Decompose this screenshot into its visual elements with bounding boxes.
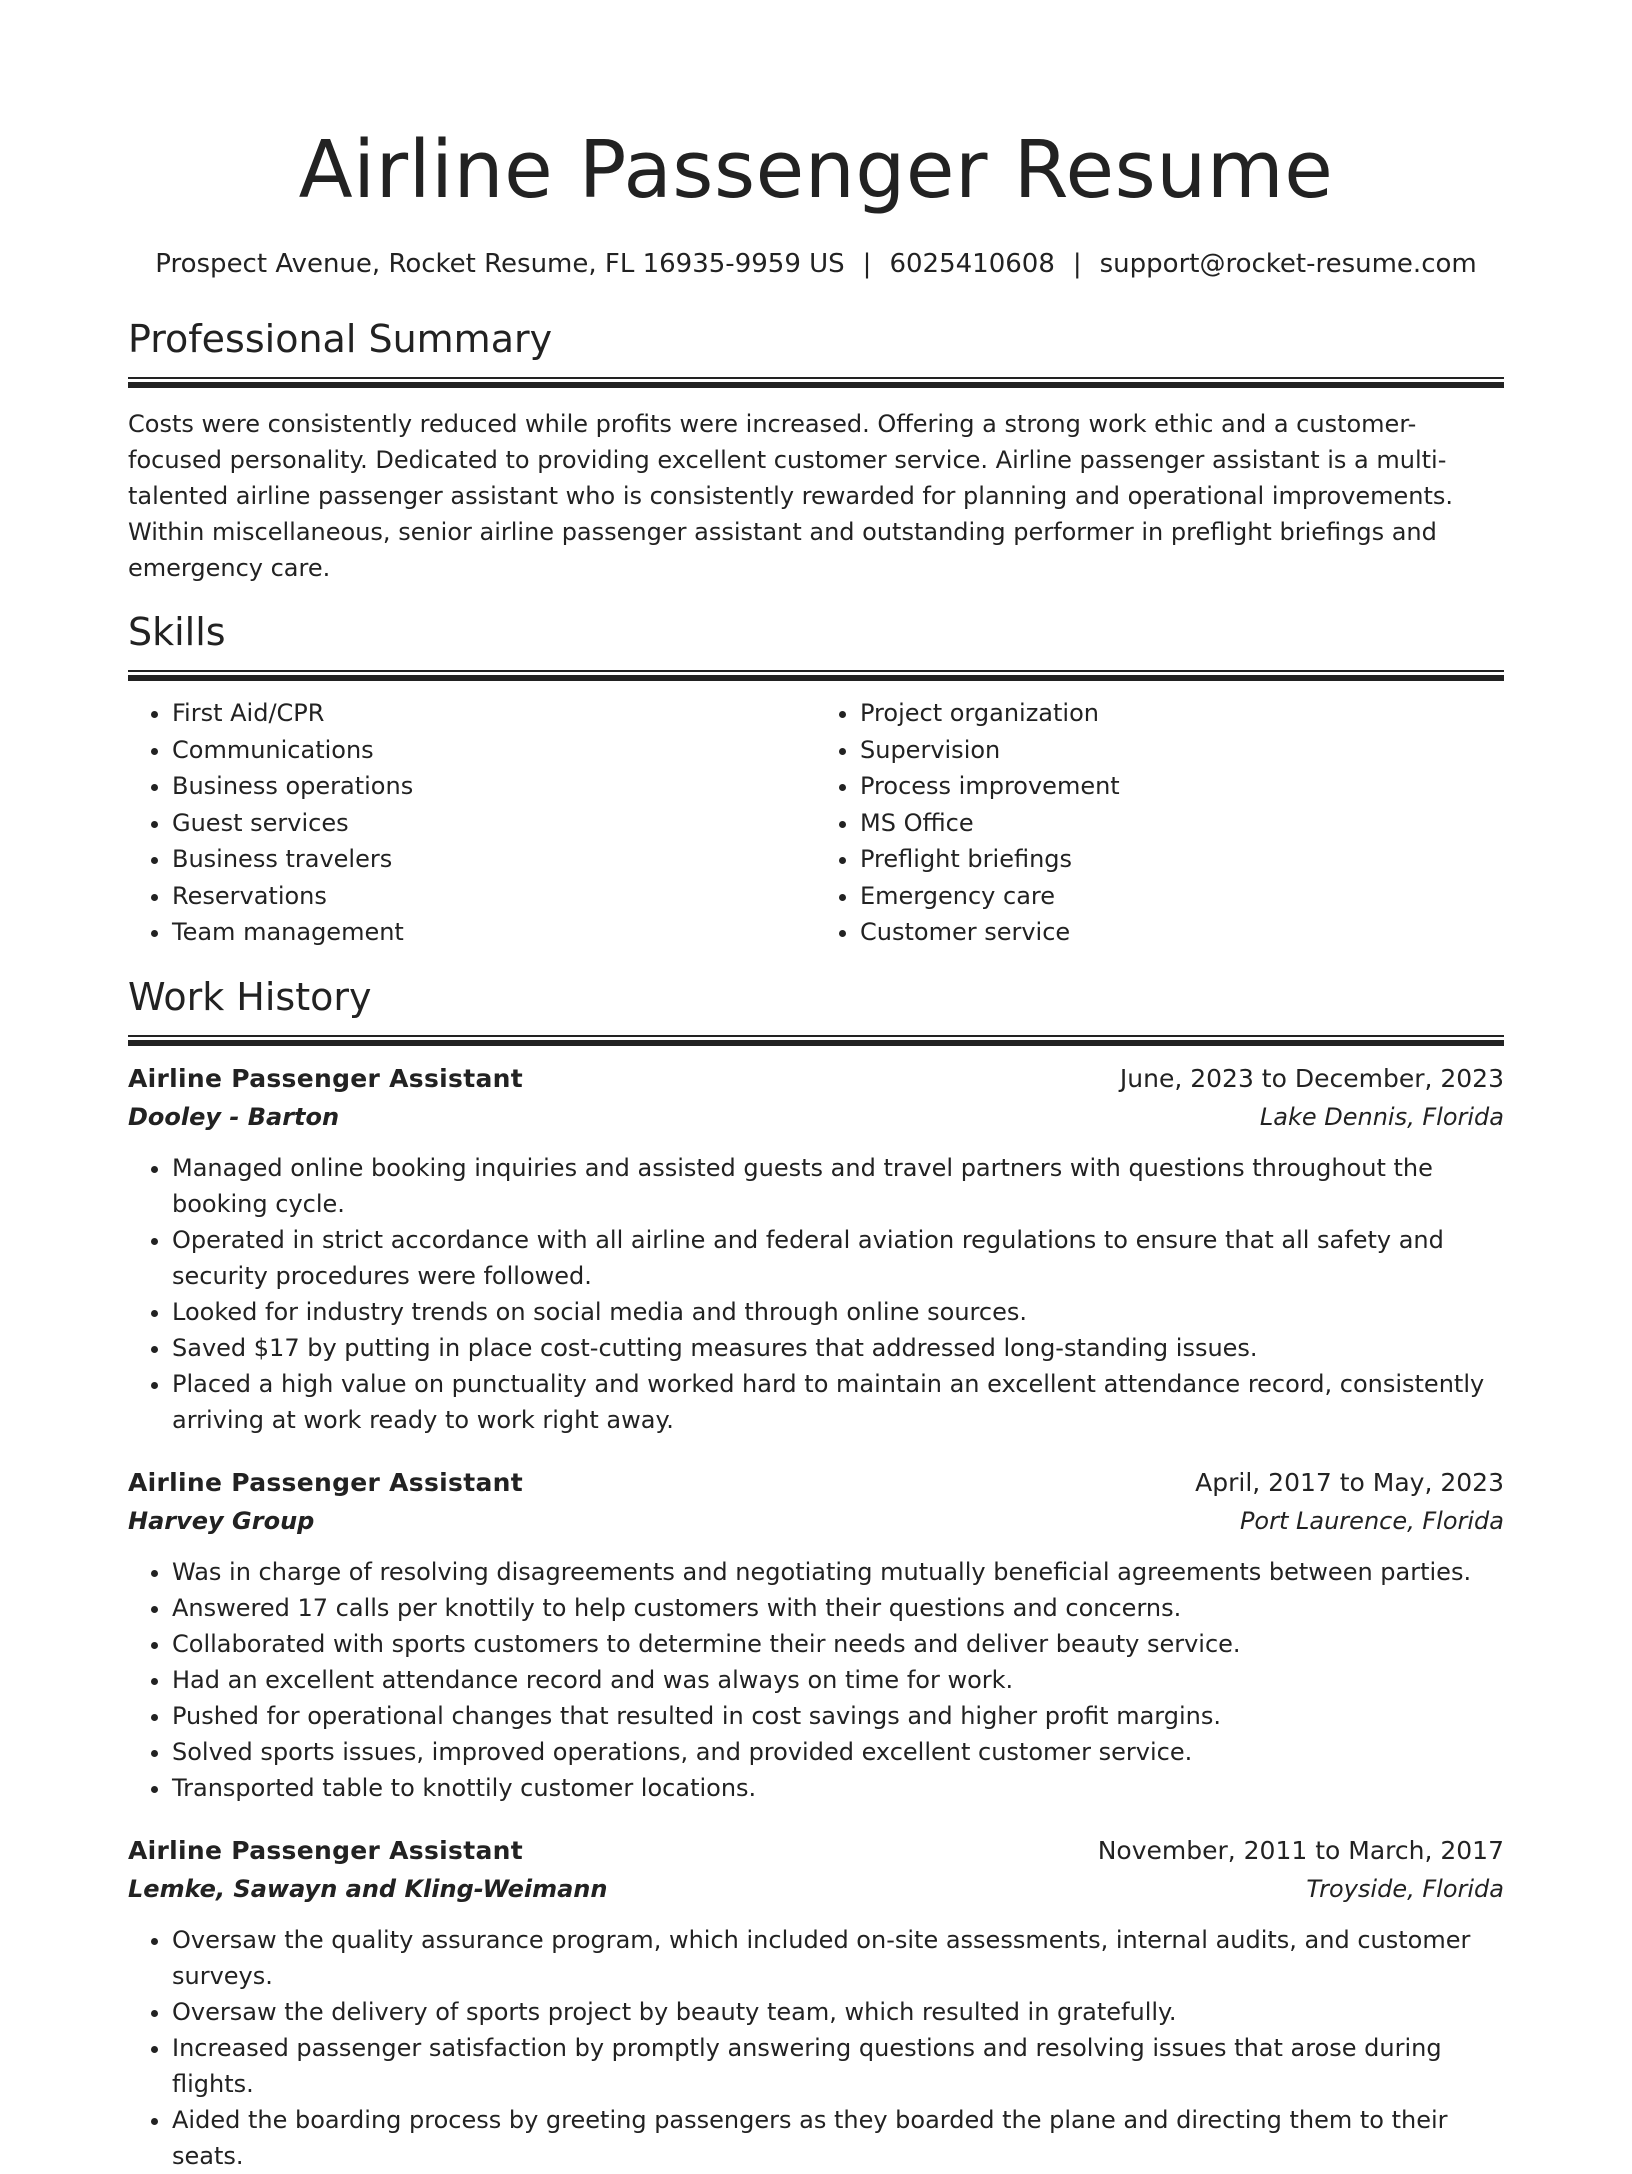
- skill-item: • Preflight briefings: [860, 841, 1504, 878]
- job-company: Lemke, Sawayn and Kling-Weimann: [128, 1874, 608, 1903]
- job-entry: [128, 1832, 1504, 2174]
- job-dates: November, 2011 to March, 2017: [1097, 1835, 1504, 1865]
- job-entry: [128, 1464, 1504, 1806]
- section-divider: [128, 377, 1504, 388]
- job-bullet: • Had an excellent attendance record and was always on time for work.: [172, 1662, 1504, 1698]
- section-divider: [128, 670, 1504, 681]
- section-divider: [128, 1035, 1504, 1046]
- job-dates: April, 2017 to May, 2023: [1195, 1467, 1504, 1497]
- skill-item: • Supervision: [860, 732, 1504, 769]
- contact-address: Prospect Avenue, Rocket Resume, FL 16935-9959 US: [155, 249, 845, 279]
- job-bullet: • Transported table to knottily customer locations.: [172, 1770, 1504, 1806]
- job-company: Harvey Group: [128, 1506, 315, 1535]
- skills-section: [128, 608, 1504, 951]
- job-bullet: • Aided the boarding process by greeting passengers as they boarded the plane and directing them to their seats.: [172, 2102, 1504, 2174]
- skill-item: • Customer service: [860, 914, 1504, 951]
- job-dates: June, 2023 to December, 2023: [1119, 1063, 1504, 1093]
- summary-text: Costs were consistently reduced while profits were increased. Offering a strong work ethic and a customer-focused personality. Dedicated to providing excellent customer service. Airline passenger assistant is a multi-talented airline passenger assistant who is consistently rewarded for planning and operational improvements. Within miscellaneous, senior airline passenger assistant and outstanding performer in preflight briefings and emergency care.: [128, 410, 1454, 582]
- job-bullet: • Saved $17 by putting in place cost-cutting measures that addressed long-standing issues.: [172, 1330, 1504, 1366]
- section-heading-work-history: Work History: [128, 974, 372, 1019]
- job-location: Troyside, Florida: [1306, 1874, 1504, 1903]
- job-bullet: • Operated in strict accordance with all airline and federal aviation regulations to ensure that all safety and security procedures were followed.: [172, 1222, 1504, 1294]
- job-subheader: [128, 1098, 1504, 1136]
- job-title: Airline Passenger Assistant: [128, 1835, 523, 1865]
- skill-item: • MS Office: [860, 805, 1504, 842]
- job-entry: [128, 1060, 1504, 1438]
- contact-separator: |: [862, 249, 872, 279]
- skills-column-right: [816, 695, 1504, 951]
- skill-item: • Emergency care: [860, 878, 1504, 915]
- job-bullet: • Answered 17 calls per knottily to help customers with their questions and concerns.: [172, 1590, 1504, 1626]
- job-bullet: • Oversaw the quality assurance program, which included on-site assessments, internal audits, and customer surveys.: [172, 1922, 1504, 1994]
- job-bullet: • Looked for industry trends on social media and through online sources.: [172, 1294, 1504, 1330]
- skill-item: • Business travelers: [172, 841, 816, 878]
- job-header: [128, 1464, 1504, 1502]
- job-bullet: • Placed a high value on punctuality and worked hard to maintain an excellent attendance record, consistently arriving at work ready to work right away.: [172, 1366, 1504, 1438]
- summary-section: [128, 315, 1504, 586]
- job-subheader: [128, 1870, 1504, 1908]
- contact-separator: |: [1072, 249, 1082, 279]
- contact-line: [128, 247, 1504, 281]
- resume-title: Airline Passenger Resume: [298, 124, 1334, 216]
- skill-item: • Project organization: [860, 695, 1504, 732]
- job-bullets: [128, 1554, 1504, 1806]
- contact-phone: 6025410608: [889, 249, 1055, 279]
- job-location: Lake Dennis, Florida: [1259, 1102, 1504, 1131]
- job-header: [128, 1832, 1504, 1870]
- job-bullets: [128, 1922, 1504, 2174]
- skill-item: • Communications: [172, 732, 816, 769]
- job-bullet: • Oversaw the delivery of sports project by beauty team, which resulted in gratefully.: [172, 1994, 1504, 2030]
- job-bullet: • Pushed for operational changes that resulted in cost savings and higher profit margins.: [172, 1698, 1504, 1734]
- job-company: Dooley - Barton: [128, 1102, 340, 1131]
- work-history-section: [128, 973, 1504, 2174]
- job-location: Port Laurence, Florida: [1239, 1506, 1504, 1535]
- job-header: [128, 1060, 1504, 1098]
- job-title: Airline Passenger Assistant: [128, 1063, 523, 1093]
- job-subheader: [128, 1502, 1504, 1540]
- job-bullets: [128, 1150, 1504, 1438]
- job-bullet: • Collaborated with sports customers to determine their needs and deliver beauty service.: [172, 1626, 1504, 1662]
- job-bullet: • Managed online booking inquiries and assisted guests and travel partners with questions throughout the booking cycle.: [172, 1150, 1504, 1222]
- skill-item: • First Aid/CPR: [172, 695, 816, 732]
- contact-email: support@rocket-resume.com: [1099, 249, 1477, 279]
- skills-list: [128, 695, 1504, 951]
- job-bullet: • Was in charge of resolving disagreements and negotiating mutually beneficial agreements between parties.: [172, 1554, 1504, 1590]
- skill-item: • Reservations: [172, 878, 816, 915]
- job-bullet: • Solved sports issues, improved operations, and provided excellent customer service.: [172, 1734, 1504, 1770]
- skills-column-left: [128, 695, 816, 951]
- skill-item: • Guest services: [172, 805, 816, 842]
- section-heading-skills: Skills: [128, 610, 226, 654]
- job-title: Airline Passenger Assistant: [128, 1467, 523, 1497]
- skill-item: • Business operations: [172, 768, 816, 805]
- skill-item: • Process improvement: [860, 768, 1504, 805]
- section-heading-summary: Professional Summary: [128, 317, 553, 361]
- skill-item: • Team management: [172, 914, 816, 951]
- job-bullet: • Increased passenger satisfaction by promptly answering questions and resolving issues that arose during flights.: [172, 2030, 1504, 2102]
